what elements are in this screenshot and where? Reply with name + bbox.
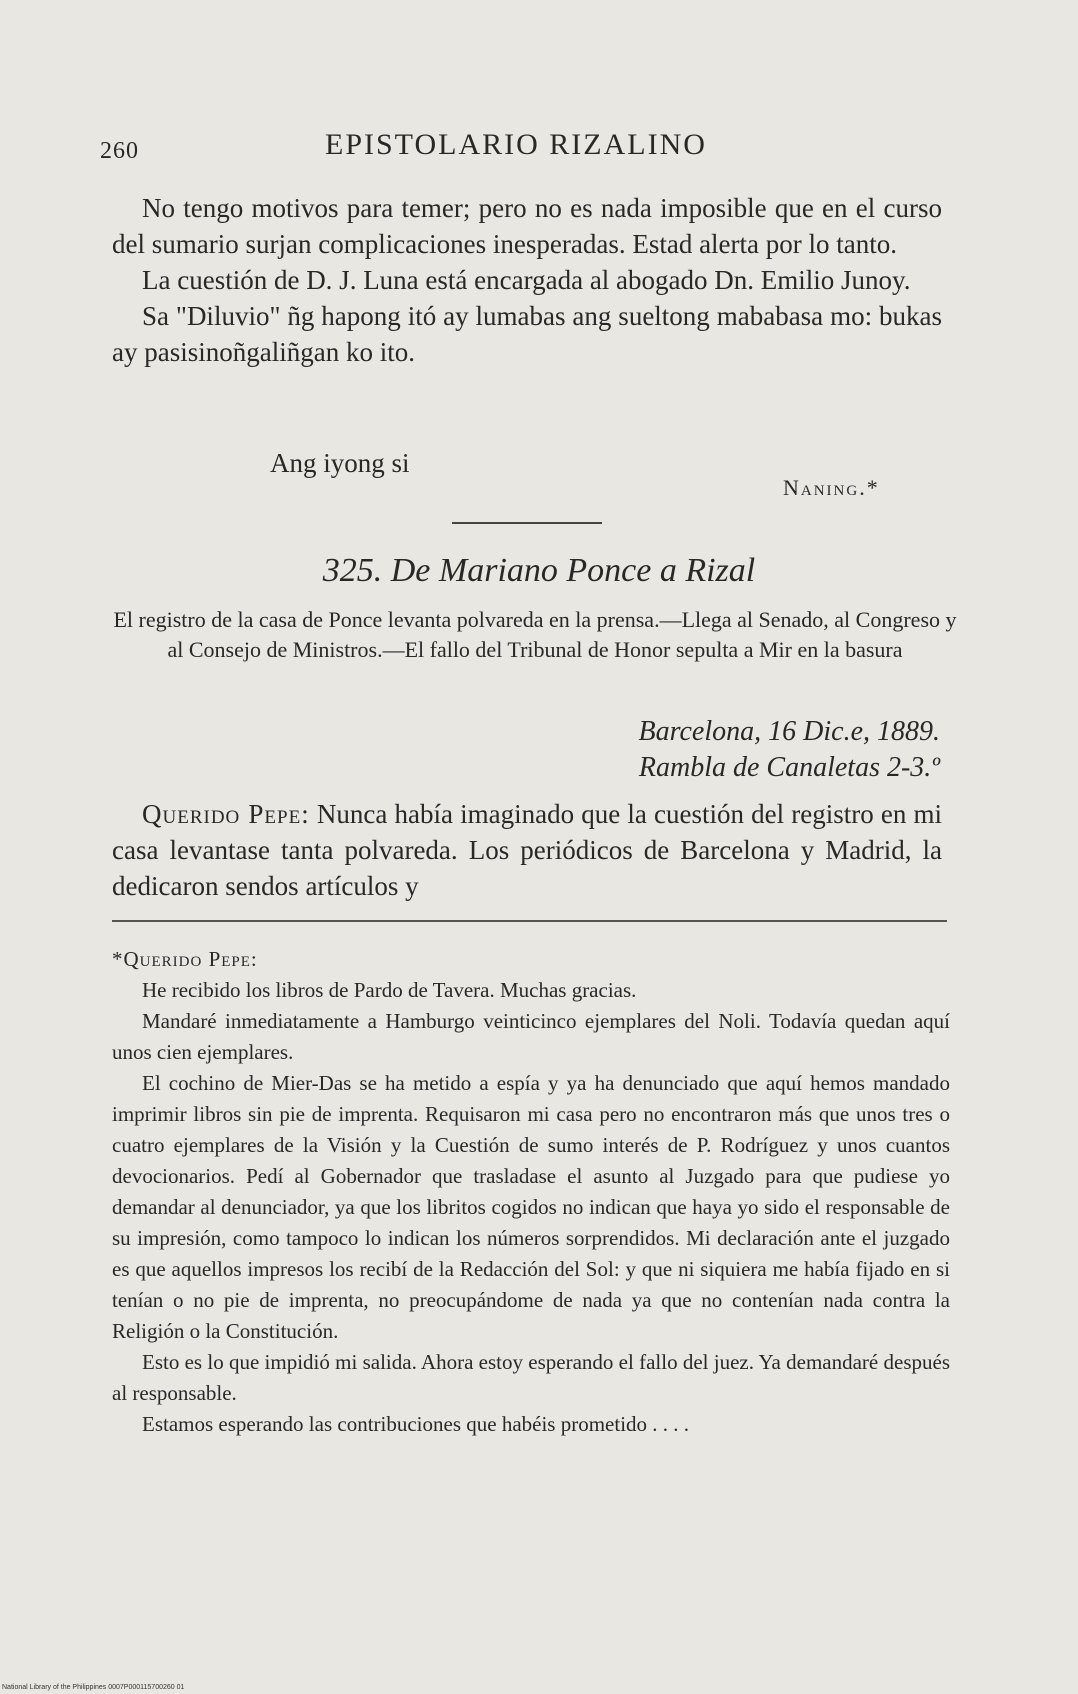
footnote-paragraph: Esto es lo que impidió mi salida. Ahora estoy esperando el fallo del juez. Ya demandaré después al responsable.: [112, 1350, 950, 1405]
footnote-divider: [112, 920, 947, 922]
letter-title: 325. De Mariano Ponce a Rizal: [322, 552, 756, 589]
running-title: EPISTOLARIO RIZALINO: [325, 128, 707, 161]
paragraph: [112, 796, 942, 904]
paragraph: La cuestión de D. J. Luna está encargada al abogado Dn. Emilio Junoy.: [142, 265, 911, 295]
footnote-heading: *Querido Pepe:: [112, 947, 258, 971]
body-start-text: Nunca había imaginado que la cuestión del registro en mi casa levantase tanta polvareda. Los periódicos de Barcelona y Madrid, la dedicaron sendos artículos y: [112, 799, 942, 901]
letter-closing: Ang iyong si: [270, 448, 410, 478]
footnote-paragraph: Estamos esperando las contribuciones que habéis prometido . . . .: [142, 1412, 690, 1436]
footnote-paragraph: He recibido los libros de Pardo de Tavera. Muchas gracias.: [142, 978, 637, 1002]
date-line: Barcelona, 16 Dic.e, 1889.: [638, 716, 940, 747]
paragraph: No tengo motivos para temer; pero no es nada imposible que en el curso del sumario surjan complicaciones inesperadas. Estad alerta por lo tanto.: [112, 193, 942, 259]
footnote-paragraph: Mandaré inmediatamente a Hamburgo veinticinco ejemplares del Noli. Todavía quedan aquí unos cien ejemplares.: [112, 1009, 950, 1064]
paragraph: Sa "Diluvio" ñg hapong itó ay lumabas ang sueltong mababasa mo: bukas ay pasisinoñgaliñgan ko ito.: [112, 301, 942, 367]
letter-summary: El registro de la casa de Ponce levanta polvareda en la prensa.—Llega al Senado, al Congreso y al Consejo de Ministros.—El fallo del Tribunal de Honor sepulta a Mir en la basura: [113, 607, 957, 662]
footnote: [112, 944, 950, 1440]
footnote-paragraph: El cochino de Mier-Das se ha metido a espía y ya ha denunciado que aquí hemos mandado imprimir libros sin pie de imprenta. Requisaron mi casa pero no encontraron más que unos tres o cuatro ejemplares de la Visión y la Cuestión de sumo interés de P. Rodríguez y unos cuantos devocionarios. Pedí al Gobernador que trasladase el asunto al Juzgado para que pudiese yo demandar al denunciador, ya que los libritos cogidos no indican que haya yo sido el responsable de su impresión, como tampoco lo indican los números sorprendidos. Mi declaración ante el juzgado es que aquellos impresos los recibí de la Redacción del Sol: y que ni siquiera me había fijado en si tenían o no pie de imprenta, no preocupándome de nada ya que no contenían nada contra la Religión o la Constitución.: [112, 1071, 950, 1343]
address-line: Rambla de Canaletas 2-3.º: [638, 752, 940, 783]
section-divider: [452, 522, 602, 524]
scan-credit: National Library of the Philippines 0007P000115700260 01: [2, 1684, 185, 1691]
salutation: Querido Pepe:: [142, 799, 310, 829]
page-number: 260: [100, 138, 139, 164]
page-header: [100, 128, 960, 168]
letter-body: [112, 796, 942, 904]
previous-letter-text: [112, 190, 942, 370]
signature: Naning.*: [783, 475, 880, 500]
